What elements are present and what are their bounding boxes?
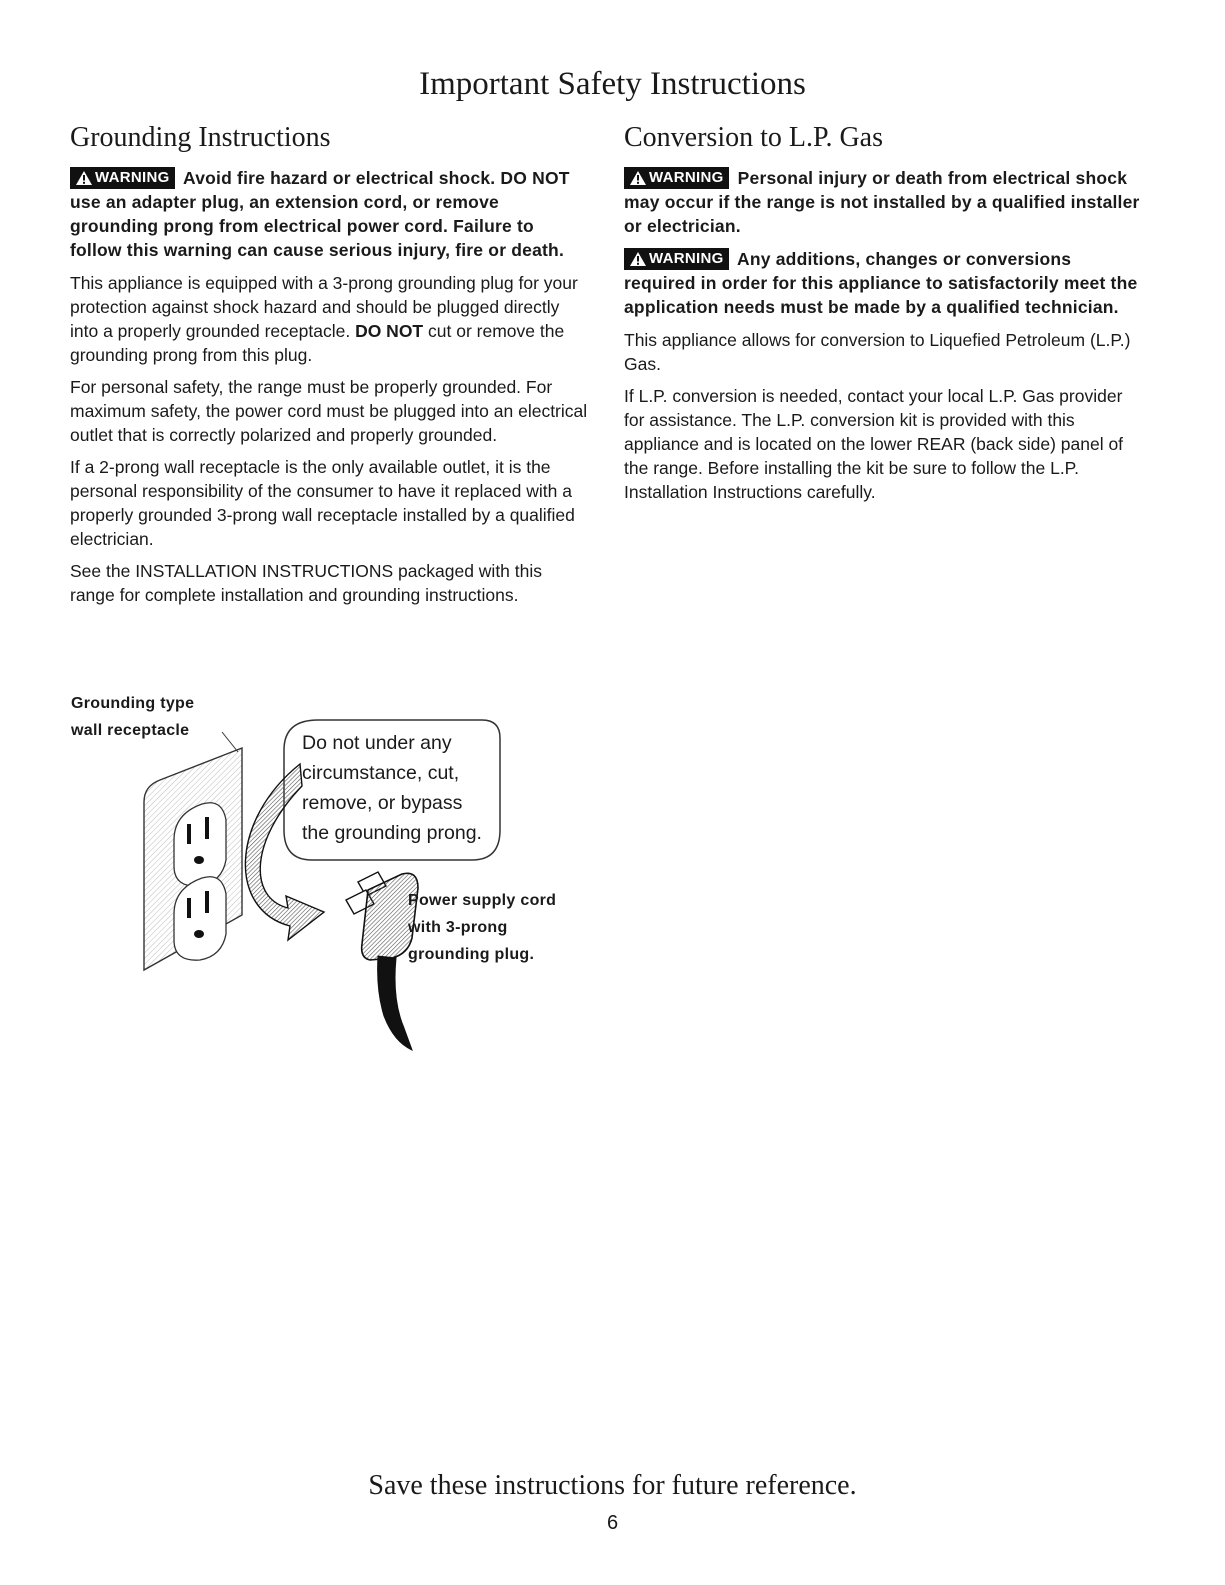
footer-save-text: Save these instructions for future reference. [368, 1470, 857, 1501]
conversion-heading: Conversion to L.P. Gas [624, 122, 883, 153]
warning-badge-label: WARNING [649, 169, 724, 186]
conversion-paragraph-2: If L.P. conversion is needed, contact your local L.P. Gas provider for assistance. The L.P. conversion kit is provided with this appliance and is located on the lower REAR (back side) panel of the range. Before installing the kit be sure to follow the L.P. Installation Instructions carefully. [624, 386, 1124, 502]
warning-badge [70, 167, 175, 189]
conversion-warning-1 [624, 166, 1144, 238]
warning-badge [624, 248, 729, 270]
receptacle-label-line-2: wall receptacle [71, 722, 190, 739]
warning-badge-label: WARNING [95, 169, 170, 186]
grounding-paragraph-3: If a 2-prong wall receptacle is the only available outlet, it is the personal responsibility of the consumer to have it replaced with a properly grounded 3-prong wall receptacle installed by a qualified electrician. [70, 457, 575, 549]
grounding-warning-text: Avoid fire hazard or electrical shock. DO NOT use an adapter plug, an extension cord, or remove grounding prong from electrical power cord. Failure to follow this warning can cause serious injury, fire or death. [70, 168, 570, 260]
plug-label-line-2: with 3-prong [408, 919, 508, 936]
conversion-warning-2-text: Any additions, changes or conversions required in order for this appliance to satisfactorily meet the application needs must be made by a qualified technician. [624, 249, 1138, 317]
grounding-paragraph-2: For personal safety, the range must be properly grounded. For maximum safety, the power cord must be plugged into an electrical outlet that is correctly polarized and properly grounded. [70, 377, 588, 445]
conversion-warning-2 [624, 247, 1144, 319]
grounding-paragraph-1-start: This appliance is equipped with a 3-prong grounding plug for your protection against shock hazard and should be plugged directly into a properly grounded receptacle. [70, 273, 578, 341]
warning-triangle-icon [629, 170, 647, 186]
grounding-paragraph-1 [70, 271, 590, 367]
grounding-figure [62, 690, 602, 1060]
warning-triangle-icon [629, 251, 647, 267]
warning-badge [624, 167, 729, 189]
plug-label [408, 887, 556, 968]
grounding-warning [70, 166, 590, 262]
page-title: Important Safety Instructions [419, 66, 806, 102]
conversion-section [624, 118, 1144, 512]
plug-label-line-1: Power supply cord [408, 892, 557, 909]
receptacle-label-line-1: Grounding type [71, 695, 195, 712]
warning-badge-label: WARNING [649, 250, 724, 267]
grounding-paragraph-4: See the INSTALLATION INSTRUCTIONS packaged with this range for complete installation and grounding instructions. [70, 561, 543, 605]
grounding-section [70, 118, 590, 615]
callout-text: Do not under any circumstance, cut, remove, or bypass the grounding prong. [302, 732, 482, 844]
receptacle-label [71, 690, 194, 744]
grounding-paragraph-1-end: cut or remove the grounding prong from this plug. [70, 321, 565, 365]
conversion-paragraph-1: This appliance allows for conversion to Liquefied Petroleum (L.P.) Gas. [624, 330, 1131, 374]
grounding-paragraph-1-bold: DO NOT [355, 321, 424, 341]
plug-label-line-3: grounding plug. [408, 946, 535, 963]
warning-triangle-icon [75, 170, 93, 186]
page-number: 6 [606, 1512, 619, 1534]
grounding-heading: Grounding Instructions [70, 122, 331, 153]
conversion-warning-1-text: Personal injury or death from electrical shock may occur if the range is not installed by a qualified installer or electrician. [624, 168, 1140, 236]
